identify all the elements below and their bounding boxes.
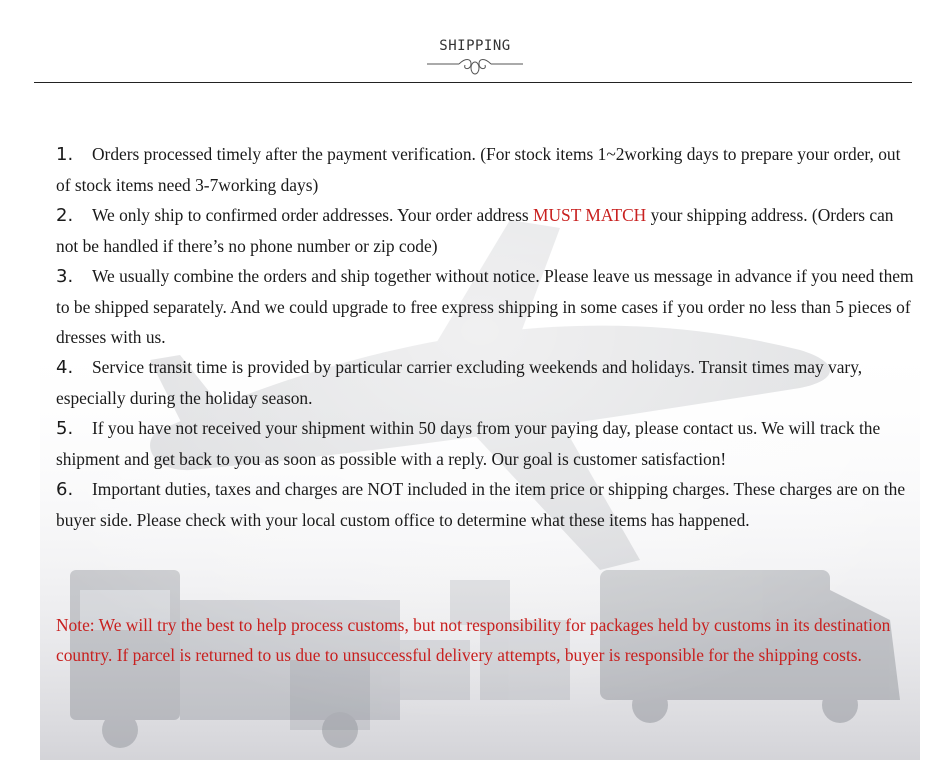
list-item [56, 352, 916, 413]
ornament-flourish-icon [425, 56, 525, 76]
item-text: We usually combine the orders and ship together without notice. Please leave us message in advance if you need them to be shipped separately. And we could upgrade to free express shipping in some cases if you order no less than 5 pieces of dresses with us. [56, 266, 914, 347]
item-number: 4. [56, 357, 74, 378]
list-item [56, 139, 916, 200]
shipping-policy-list [56, 139, 916, 535]
list-item [56, 261, 916, 352]
item-text: Orders processed timely after the payment verification. (For stock items 1~2working days to prepare your order, out of stock items need 3-7working days) [56, 144, 901, 195]
item-text: If you have not received your shipment within 50 days from your paying day, please contact us. We will track the shipment and get back to you as soon as possible with a reply. Our goal is customer satisfaction! [56, 418, 881, 469]
item-text: Service transit time is provided by particular carrier excluding weekends and holidays. Transit times may vary, especially during the holiday season. [56, 357, 863, 408]
list-item [56, 413, 916, 474]
item-number: 1. [56, 144, 74, 165]
item-text: your shipping address. (Orders can not be handled if there’s no phone number or zip code) [56, 205, 894, 256]
section-title: SHIPPING [439, 38, 511, 54]
header-divider [34, 82, 912, 83]
item-text: Important duties, taxes and charges are NOT included in the item price or shipping charges. These charges are on the buyer side. Please check with your local custom office to determine what these items has happened. [56, 479, 906, 530]
section-header [0, 38, 950, 76]
item-number: 6. [56, 479, 74, 500]
customs-note: Note: We will try the best to help process customs, but not responsibility for packages held by customs in its destination country. If parcel is returned to us due to unsuccessful delivery attempts, buyer is responsible for the shipping costs. [56, 615, 891, 665]
emphasis-text: MUST MATCH [533, 205, 647, 225]
item-number: 3. [56, 266, 74, 287]
item-text: We only ship to confirmed order addresses. Your order address [92, 205, 533, 225]
list-item [56, 200, 916, 261]
item-number: 5. [56, 418, 74, 439]
item-number: 2. [56, 205, 74, 226]
list-item [56, 474, 916, 535]
